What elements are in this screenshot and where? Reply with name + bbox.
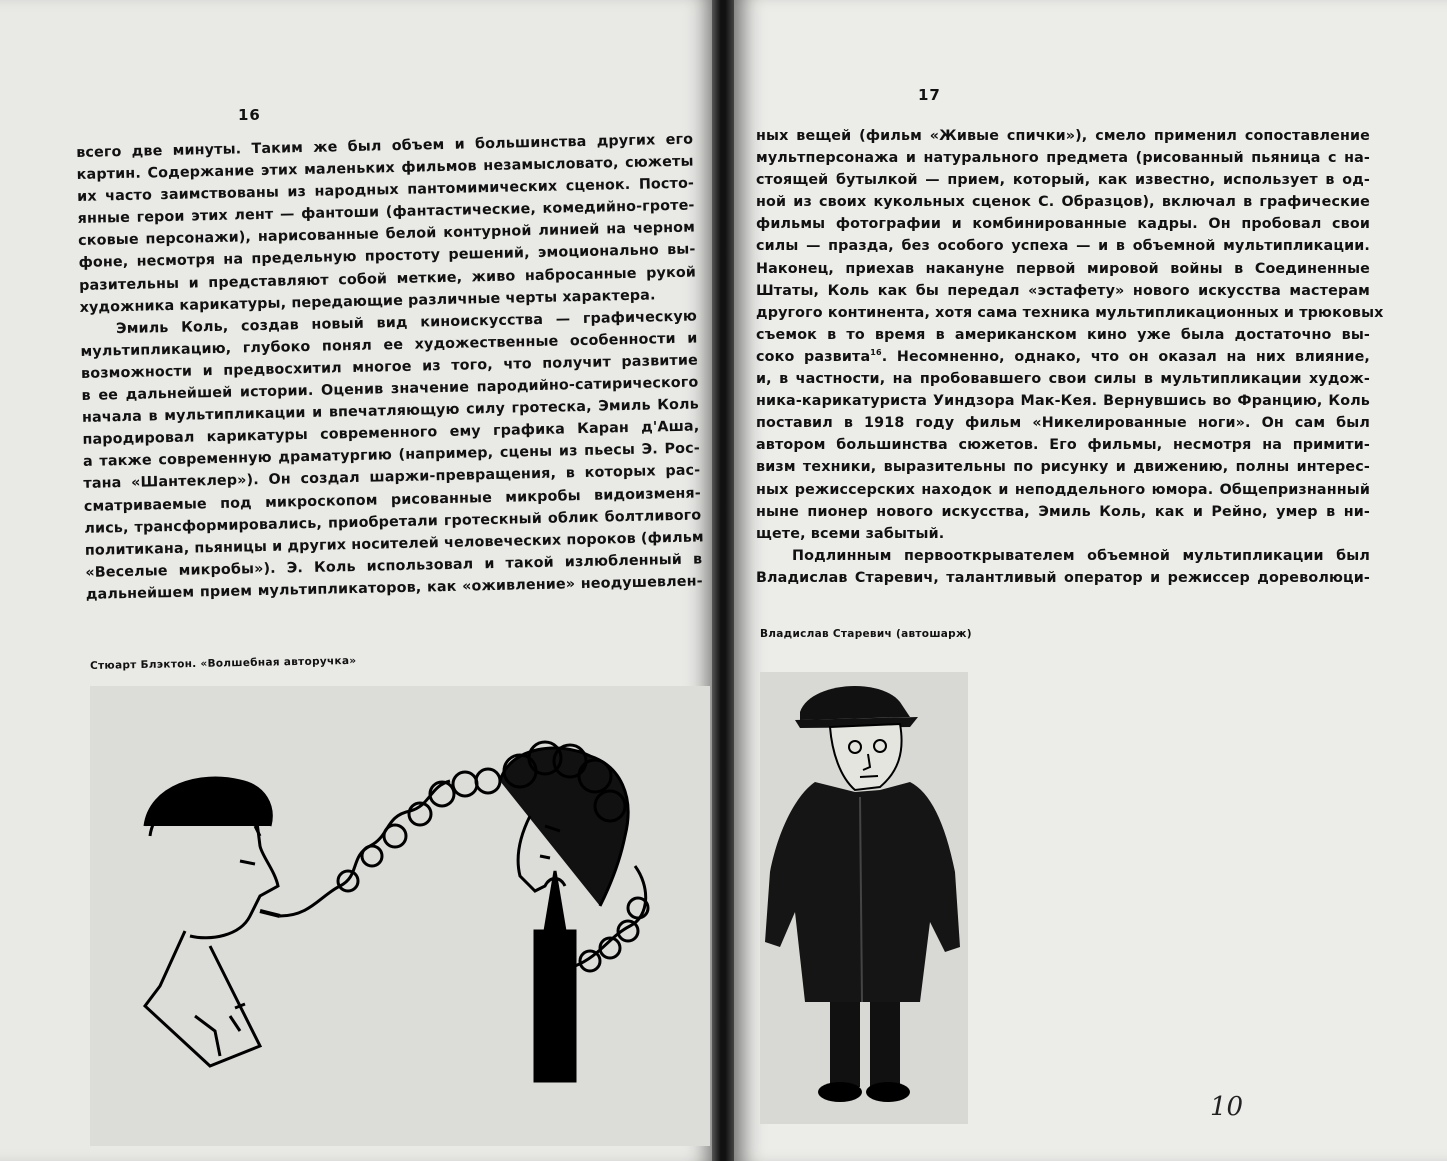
page-number-right: 17 — [918, 86, 941, 104]
text-line: Владислав Старевич, талантливый оператор и режиссер дореволюци- — [756, 569, 1370, 586]
starevich-self-caricature — [760, 672, 968, 1124]
woman-caricature — [500, 742, 648, 1081]
text-line: Наконец, приехав накануне первой мировой войны в Соединенные — [756, 260, 1370, 277]
text-line: возможности и предвосхитил многое из того, что получит развитие — [80, 352, 699, 382]
text-line: фоне, несмотря на предельную простоту решений, эмоционально вы- — [78, 241, 696, 272]
text-line: начала в мультипликации и впечатляющую силу гротеска, Эмиль Коль — [81, 396, 700, 427]
text-line: сковые персонажи), нарисованные белой контурной линией на черном — [77, 219, 696, 250]
text-line: автором большинства сюжетов. Его фильмы, несмотря на примити- — [756, 437, 1370, 454]
text-line: политикана, пьяницы и других носителей человеческих пороков (фильм — [84, 529, 704, 559]
text-line: Подлинным первооткрывателем объемной мультипликации был — [792, 547, 1370, 564]
text-line-with-footnote — [756, 346, 1370, 368]
text-line: «Веселые микробы»). Э. Коль использовал и такой излюбленный в — [85, 551, 703, 581]
left-body-text — [76, 129, 703, 606]
text-fragment: соко развита — [756, 348, 871, 365]
text-line: мультипликацию, глубоко понял ее художественные особенности и — [80, 330, 698, 360]
text-line: дальнейшем прием мультипликаторов, как «оживление» неодушевлен- — [85, 573, 703, 603]
footnote-marker: 16 — [870, 348, 882, 358]
text-line: всего две минуты. Таким же был объем и большинства других его — [76, 131, 694, 161]
right-page — [734, 0, 1447, 1161]
text-line: сматриваемые под микроскопом рисованные микробы видоизменя- — [83, 484, 701, 515]
text-line: съемок в то время в американском кино уже была достаточно вы- — [756, 326, 1370, 343]
text-line: картин. Содержание этих маленьких фильмов незамысловато, сюжеты — [76, 153, 694, 184]
text-line: в ее дальнейшей истории. Оценив значение пародийно-сатирического — [81, 374, 699, 404]
text-line: янные герои этих лент — фантоши (фантастические, комедийно-гроте- — [77, 197, 695, 228]
text-line: разительны и представляют собой меткие, живо набросанные рукой — [78, 264, 697, 294]
text-line: мультперсонажа и натурального предмета (рисованный пьяница с на- — [756, 150, 1370, 167]
handwritten-page-number: 10 — [1210, 1092, 1244, 1122]
right-body-text — [756, 125, 1384, 589]
text-line: Штаты, Коль как бы передал «эстафету» нового искусства мастерам — [756, 282, 1370, 299]
magic-pen-illustration — [90, 686, 710, 1146]
text-line: и, в частности, на пробовавшего свои силы в мультипликации худож- — [756, 371, 1370, 388]
text-line: лись, трансформировались, приобретали гротескный облик болтливого — [84, 507, 702, 537]
text-line: силы — праздa, без особого успеха — и в объемной мультипликации. — [756, 238, 1370, 255]
text-line: пародировал карикатуры современного ему графика Каран д'Аша, — [82, 418, 700, 449]
man-caricature — [145, 778, 280, 1066]
text-line: ных режиссерских находок и неподдельного юмора. Общепризнанный — [756, 481, 1370, 498]
text-line: ной из своих кукольных сценок С. Образцов), включал в графические — [756, 194, 1370, 211]
page-number-left: 16 — [238, 106, 261, 124]
right-figure-caption: Владислав Старевич (автошарж) — [760, 628, 972, 640]
text-line: другого континента, хотя сама техника мультипликационных и трюковых — [756, 304, 1384, 321]
text-line: художника карикатуры, передающие различные черты характера. — [79, 287, 656, 316]
text-line: щете, всеми забытый. — [756, 525, 945, 542]
smoke-chain — [280, 769, 500, 916]
text-line: а также современную драматургию (например, сцены из пьесы Э. Рос- — [82, 440, 701, 471]
left-page — [0, 0, 712, 1161]
text-line: ника-карикатуриста Уиндзора Мак-Кея. Вернувшись во Францию, Коль — [756, 393, 1370, 410]
text-line: фильмы фотографии и комбинированные кадры. Он пробовал свои — [756, 216, 1370, 233]
text-line: Эмиль Коль, создав новый вид киноискусства — графическую — [115, 308, 698, 337]
text-line: ных вещей (фильм «Живые спички»), смело применил сопоставление — [756, 128, 1370, 144]
left-figure-caption: Стюарт Блэктон. «Волшебная авторучка» — [90, 654, 357, 672]
text-line: стоящей бутылкой — прием, который, как известно, использует в од- — [756, 172, 1370, 189]
text-fragment: . Несомненно, однако, что он оказал на них влияние, — [881, 348, 1370, 365]
text-line: поставил в 1918 году фильм «Никелированные ноги». Он сам был — [756, 415, 1370, 432]
book-gutter — [712, 0, 734, 1161]
figure-in-coat — [765, 686, 960, 1102]
text-line: визм техники, выразительны по рисунку и движению, полны интерес- — [756, 459, 1370, 476]
text-line: их часто заимствованы из народных пантомимических сценок. Посто- — [77, 175, 695, 206]
text-line: тана «Шантеклер»). Он создал шаржи-превращения, в которых рас- — [83, 462, 701, 493]
text-line: ныне пионер нового искусства, Эмиль Коль, как и Рейно, умер в ни- — [756, 503, 1370, 520]
